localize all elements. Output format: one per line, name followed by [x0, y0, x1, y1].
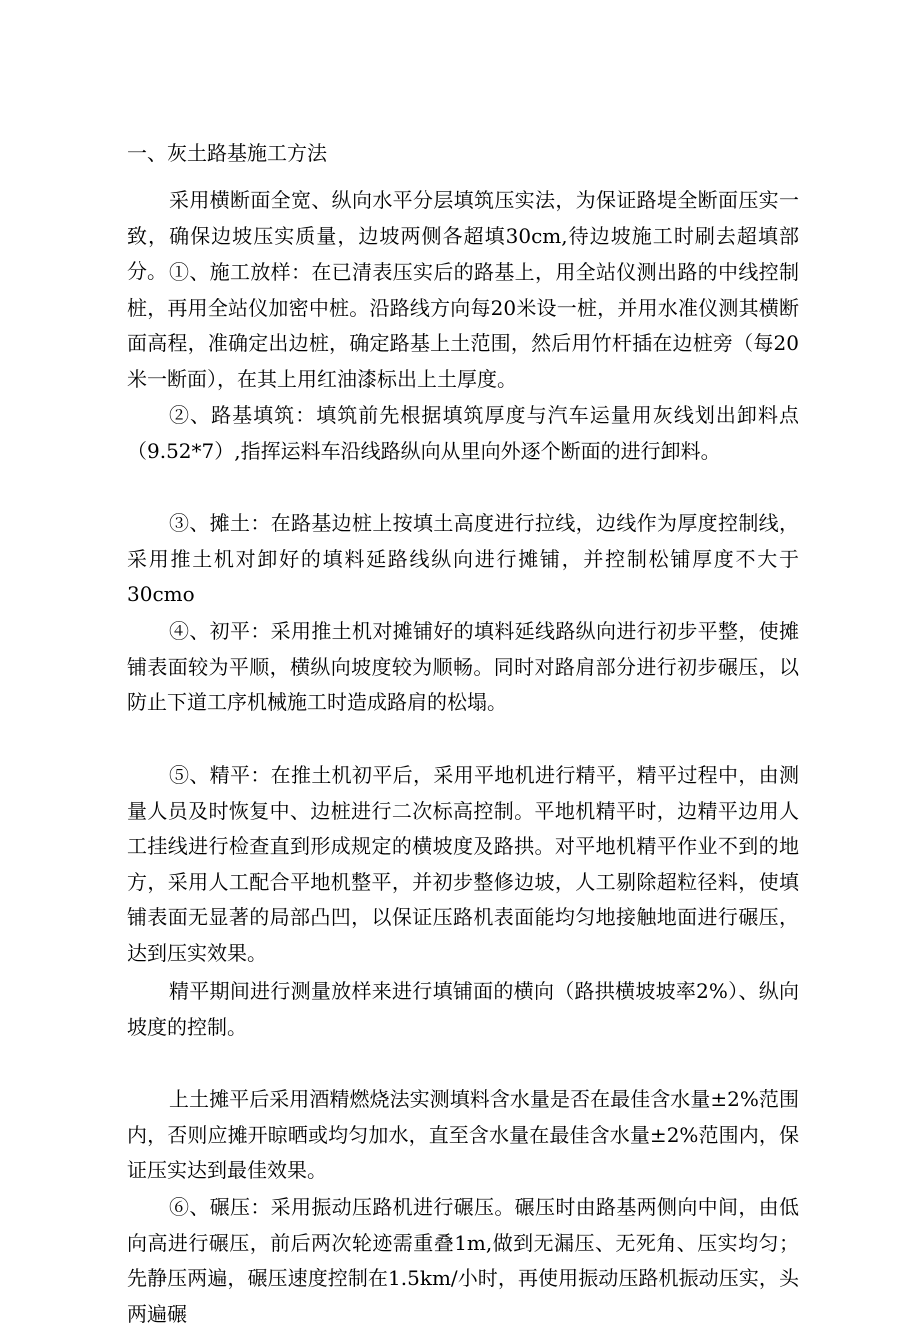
- paragraph-step-3-spreading: ③、摊土：在路基边桩上按填土高度进行拉线，边线作为厚度控制线，采用推土机对卸好的填料延路线纵向进行摊铺，并控制松铺厚度不大于30cmo: [127, 511, 799, 607]
- paragraph-moisture-control: 上土摊平后采用酒精燃烧法实测填料含水量是否在最佳含水量±2%范围内，否则应摊开晾晒或均匀加水，直至含水量在最佳含水量±2%范围内，保证压实达到最佳效果。: [127, 1087, 799, 1183]
- section-heading: 一、灰土路基施工方法: [127, 141, 327, 165]
- paragraph-step-1-staking: ①、施工放样：在已清表压实后的路基上，用全站仪测出路的中线控制桩，再用全站仪加密中桩。沿路线方向每20米设一桩，并用水准仪测其横断面高程，准确定出边桩，确定路基上土范围，然后用竹杆插在边桩旁（每20米一断面），在其上用红油漆标出上土厚度。: [127, 260, 799, 391]
- paragraph-step-6-compaction: ⑥、碾压：采用振动压路机进行碾压。碾压时由路基两侧向中间，由低向高进行碾压，前后两次轮迹需重叠1m,做到无漏压、无死角、压实均匀；先静压两遍，碾压速度控制在1.5km/小时，再使用振动压路机振动压实，头两遍碾: [127, 1195, 799, 1326]
- paragraph-step-2-filling: ②、路基填筑：填筑前先根据填筑厚度与汽车运量用灰线划出卸料点（9.52*7）,指挥运料车沿线路纵向从里向外逐个断面的进行卸料。: [127, 403, 799, 463]
- paragraph-survey-control: 精平期间进行测量放样来进行填铺面的横向（路拱横坡坡率2%）、纵向坡度的控制。: [127, 979, 799, 1039]
- paragraph-intro: 采用横断面全宽、纵向水平分层填筑压实法，为保证路堤全断面压实一致，确保边坡压实质量，边坡两侧各超填30cm,待边坡施工时刷去超填部分。: [127, 188, 799, 284]
- paragraph-step-5-fine-grading: ⑤、精平：在推土机初平后，采用平地机进行精平，精平过程中，由测量人员及时恢复中、边桩进行二次标高控制。平地机精平时，边精平边用人工挂线进行检查直到形成规定的横坡度及路拱。对平地机精平作业不到的地方，采用人工配合平地机整平，并初步整修边坡，人工剔除超粒径料，使填铺表面无显著的局部凸凹，以保证压路机表面能均匀地接触地面进行碾压，达到压实效果。: [127, 763, 799, 965]
- paragraph-step-4-rough-grading: ④、初平：采用推土机对摊铺好的填料延线路纵向进行初步平整，使摊铺表面较为平顺，横纵向坡度较为顺畅。同时对路肩部分进行初步碾压，以防止下道工序机械施工时造成路肩的松塌。: [127, 619, 799, 715]
